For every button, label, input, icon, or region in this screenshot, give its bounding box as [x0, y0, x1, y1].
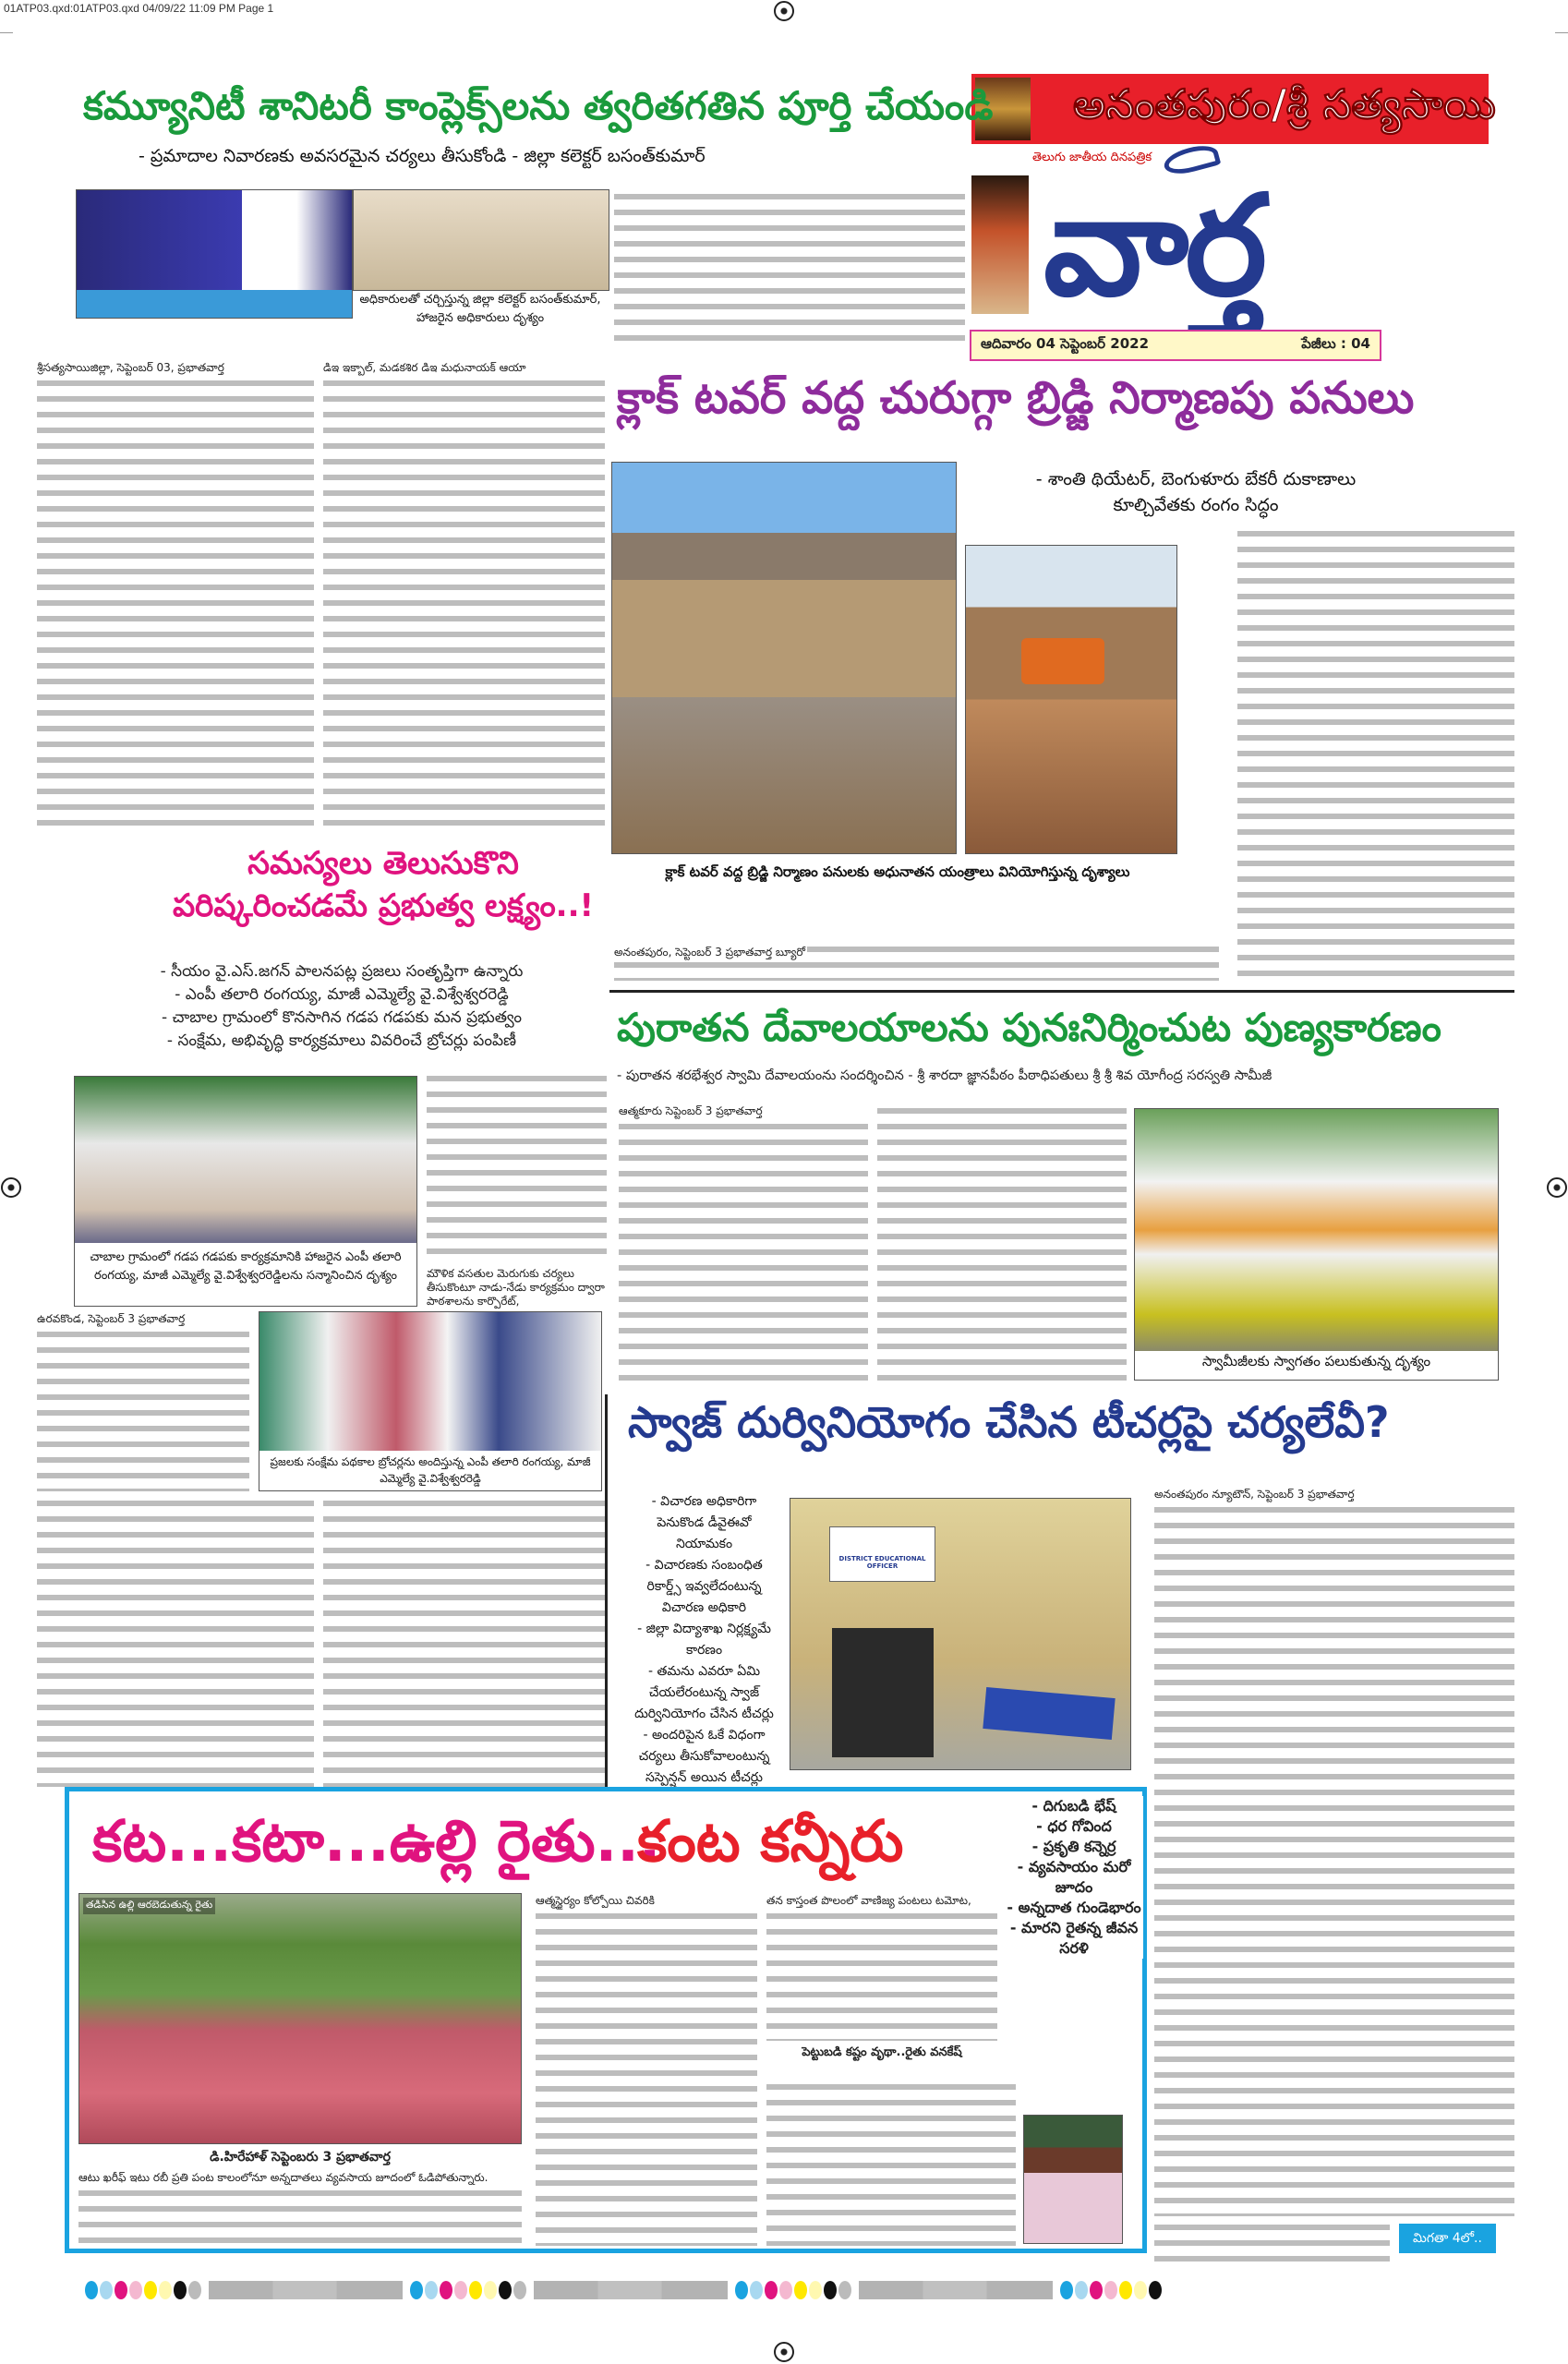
- headline-line: సమస్యలు తెలుసుకొని: [247, 845, 519, 882]
- dateline: ఆత్మకూరు సెప్టెంబర్ 3 ప్రభాతవార్త: [619, 1104, 868, 1119]
- crop-mark: [1555, 32, 1568, 33]
- photo-caption: చాబాల గ్రామంలో గడప గడపకు కార్యక్రమానికి హాజరైన ఎంపీ తలారి రంగయ్య, మాజీ ఎమ్మెల్యే వై.విశ్వేశ్వరరెడ్డిలను సన్మానించిన దృశ్యం: [75, 1243, 416, 1290]
- bullet: - ప్రకృతి కన్నెర్ర: [1031, 1838, 1116, 1855]
- bridge-construction-photo-1: [611, 462, 957, 854]
- article-lead: ఆత్మస్థైర్యం కోల్పోయి చివరికి: [536, 1893, 757, 1909]
- quote-label: పెట్టుబడి కష్టం వృథా..రైతు వనకేష్: [802, 2045, 962, 2059]
- photo-frame: [74, 1076, 417, 1307]
- bullet: - వ్యవసాయం మరో జూదం: [1017, 1858, 1131, 1896]
- article-text: [78, 2170, 522, 2246]
- print-color-bar: [85, 2281, 1164, 2299]
- registration-mark-icon: [1547, 1177, 1567, 1198]
- newspaper-logo: వార్త: [1043, 166, 1264, 327]
- headline-line: పరిష్కరించడమే ప్రభుత్వ లక్ష్యం..!: [172, 887, 595, 924]
- officials-meeting-photo: [353, 189, 609, 291]
- sai-baba-photo: [971, 175, 1029, 314]
- bullet: - తమను ఎవరూ ఏమి చేయలేరంటున్న స్వాజ్ దుర్వినియోగం చేసిన టీచర్లు: [634, 1664, 774, 1721]
- article-lead: డిఇ ఇక్బాల్, మడకశిర డిఇ మధునాయక్ ఆయా: [323, 360, 605, 376]
- continued-on-page-4: మిగతా 4లో..: [1399, 2224, 1496, 2253]
- farmer-portrait-photo: [1023, 2115, 1123, 2244]
- onion-drying-photo: [78, 1893, 522, 2144]
- photo-frame: [1134, 1108, 1499, 1381]
- photo-caption: అధికారులతో చర్చిస్తున్న జిల్లా కలెక్టర్ బసంత్‌కుమార్, హాజరైన అధికారులు దృశ్యం: [356, 291, 605, 327]
- subhead-bridge: [1011, 466, 1381, 518]
- page-count: పేజీలు : 04: [1301, 335, 1370, 352]
- excavator: [1021, 638, 1104, 684]
- article-text: [427, 1071, 607, 1263]
- article-lead: ఆటు ఖరీఫ్ ఇటు రబీ ప్రతి పంట కాలంలోనూ అన్నదాతలు వ్యవసాయ జూదంలో ఓడిపోతున్నారు.: [78, 2170, 522, 2186]
- article-text: [1154, 2220, 1390, 2272]
- date-bar: [970, 330, 1381, 361]
- subhead-temples: - పురాతన శరభేశ్వర స్వామి దేవాలయంను సందర్శించిన - శ్రీ శారదా జ్ఞానపీఠం పీఠాధిపతులు శ్రీ శ్రీ శివ యోగీంద్ర సరస్వతి సామీజీ: [617, 1068, 1272, 1083]
- divider: [609, 990, 1514, 993]
- headline-sanitary-complexes: కమ్యూనిటీ శానిటరీ కాంప్లెక్స్‌లను త్వరితగతిన పూర్తి చేయండి: [83, 83, 994, 128]
- bullet: - మారని రైతన్న జీవన సరళి: [1009, 1919, 1139, 1957]
- masthead-banner: [971, 74, 1496, 144]
- bullet: - ధర గోవింద: [1036, 1817, 1112, 1835]
- subhead-bullets: [1005, 1796, 1143, 1959]
- headline-samasyalu: [166, 842, 600, 927]
- dateline: డి.హిరేహాళ్ సెప్టెంబరు 3 ప్రభాతవార్త: [210, 2150, 391, 2165]
- bullet: - అందరిపైన ఓకే విధంగా చర్యలు తీసుకోవాలంటున్న సస్పెన్షన్ అయిన టీచర్లు: [638, 1728, 770, 1785]
- article-text: [37, 1311, 249, 1491]
- crop-mark: [0, 32, 13, 33]
- photo-caption: క్లాక్ టవర్ వద్ద బ్రిడ్జి నిర్మాణం పనులకు అధునాతన యంత్రాలు వినియోగిస్తున్న దృశ్యాలు: [611, 862, 1184, 883]
- issue-date: ఆదివారం 04 సెప్టెంబర్ 2022: [981, 335, 1150, 352]
- deo-office-photo: [790, 1498, 1131, 1770]
- edition-name: అనంతపురం/శ్రీ సత్యసాయి: [1073, 81, 1496, 128]
- deo-signboard: DISTRICT EDUCATIONAL OFFICER: [829, 1526, 935, 1582]
- divider: [605, 1394, 608, 1787]
- swamiji-welcome-photo: [1135, 1109, 1498, 1351]
- dateline: శ్రీసత్యసాయిజిల్లా, సెప్టెంబర్ 03, ప్రభాతవార్త: [37, 360, 314, 376]
- doorway: [832, 1628, 934, 1757]
- bullet: - విచారణ అధికారిగా పెనుకొండ డీవైఈవో నియామకం: [651, 1494, 757, 1551]
- headline-swaj-misuse: స్వాజ్ దుర్వినియోగం చేసిన టీచర్లపై చర్యలేవీ?: [628, 1397, 1390, 1447]
- subhead-line: కూల్చివేతకు రంగం సిద్ధం: [1113, 495, 1279, 515]
- article-text: [766, 1893, 997, 2041]
- subhead-line: - శాంతి థియేటర్, బెంగుళూరు బేకరీ దుకాణాలు: [1035, 469, 1357, 489]
- bullet: - అన్నదాత గుండెభారం: [1007, 1899, 1141, 1916]
- headline-temples: పురాతన దేవాలయాలను పునఃనిర్మించుట పుణ్యకారణం: [617, 1005, 1441, 1050]
- article-text: [37, 1496, 314, 1787]
- article-text: [766, 2080, 1016, 2246]
- photo-frame: [259, 1311, 602, 1491]
- dateline: అనంతపురం, సెప్టెంబర్ 3 ప్రభాతవార్త బ్యూరో: [614, 946, 806, 959]
- article-text: [1154, 1487, 1514, 2216]
- headline-clock-tower-bridge: క్లాక్ టవర్ వద్ద చురుగ్గా బ్రిడ్జి నిర్మాణపు పనులు: [617, 372, 1415, 424]
- article-text-snippet: మౌళిక వసతుల మెరుగుకు చర్యలు తీసుకొంటూ నాడు-నేడు కార్యక్రమం ద్వారా పాఠశాలను కార్పొరేట్,: [427, 1267, 607, 1309]
- article-text: [323, 360, 605, 836]
- article-text: [37, 360, 314, 836]
- dateline: ఉరవకొండ, సెప్టెంబర్ 3 ప్రభాతవార్త: [37, 1311, 249, 1327]
- article-text: [614, 942, 1219, 981]
- article-text: [1237, 526, 1514, 979]
- registration-mark-icon: [774, 1, 794, 21]
- photo-caption: స్వామీజీలకు స్వాగతం పలుకుతున్న దృశ్యం: [1135, 1351, 1498, 1372]
- photo-caption: తడిసిన ఉల్లి ఆరబెడుతున్న రైతు: [83, 1898, 215, 1914]
- masthead-tagline: తెలుగు జాతీయ దినపత్రిక: [1032, 151, 1152, 164]
- article-lead: తన కాస్తంత పొలంలో వాణిజ్య పంటలు టమోట,: [766, 1893, 997, 1909]
- brochure-distribution-photo: [259, 1312, 601, 1451]
- article-text: [877, 1104, 1127, 1381]
- registration-mark-icon: [1, 1177, 21, 1198]
- registration-mark-icon: [774, 2342, 794, 2362]
- bullet: - జిల్లా విద్యాశాఖ నిర్లక్ష్యమే కారణం: [637, 1622, 771, 1658]
- headline-onion-part1: కట...కటా...ఉల్లి రైతు...: [92, 1807, 661, 1875]
- article-text: [323, 1496, 605, 1787]
- collector-meeting-photo: [76, 189, 353, 319]
- chabala-felicitation-photo: [75, 1077, 416, 1243]
- bullet: - సీయం వై.ఎస్.జగన్ పాలనపట్ల ప్రజలు సంతృప్తిగా ఉన్నారు: [160, 962, 524, 981]
- bullet: - చాబాల గ్రామంలో కొనసాగిన గడప గడపకు మన ప్రభుత్వం: [162, 1008, 522, 1027]
- article-text: [536, 1893, 757, 2246]
- article-text: [619, 1104, 868, 1381]
- bullet: - ఎంపీ తలారి రంగయ్య, మాజీ ఎమ్మెల్యే వై.విశ్వేశ్వరరెడ్డి: [175, 985, 509, 1004]
- bullet: - దిగుబడి భేష్: [1031, 1797, 1116, 1815]
- blue-signboard: [983, 1687, 1115, 1740]
- print-slug: 01ATP03.qxd:01ATP03.qxd 04/09/22 11:09 PM Page 1: [4, 2, 274, 15]
- headline-onion-part2: కంట కన్నీరు: [637, 1807, 904, 1875]
- bullet: - సంక్షేమ, అభివృద్ధి కార్యక్రమాలు వివరించే బ్రోచర్లు పంపిణీ: [166, 1031, 517, 1050]
- dateline: అనంతపురం న్యూటౌన్, సెప్టెంబర్ 3 ప్రభాతవార్త: [1154, 1487, 1514, 1502]
- photo-caption: ప్రజలకు సంక్షేమ పథకాల బ్రోచర్లను అందిస్తున్న ఎంపీ తలారి రంగయ్య, మాజీ ఎమ్మెల్యే వై.విశ్వేశ్వరరెడ్డి: [259, 1451, 601, 1490]
- bullet: - విచారణకు సంబంధిత రికార్డ్స్ ఇవ్వలేదంటున్న విచారణ అధికారి: [645, 1558, 763, 1615]
- article-text: [614, 189, 965, 351]
- bridge-construction-photo-2: [965, 545, 1177, 854]
- subhead-sanitary: - ప్రమాదాల నివారణకు అవసరమైన చర్యలు తీసుకోండి - జిల్లా కలెక్టర్ బసంత్‌కుమార్: [139, 146, 706, 166]
- subhead-bullets: [628, 1491, 780, 1789]
- subhead-bullets: [74, 960, 609, 1053]
